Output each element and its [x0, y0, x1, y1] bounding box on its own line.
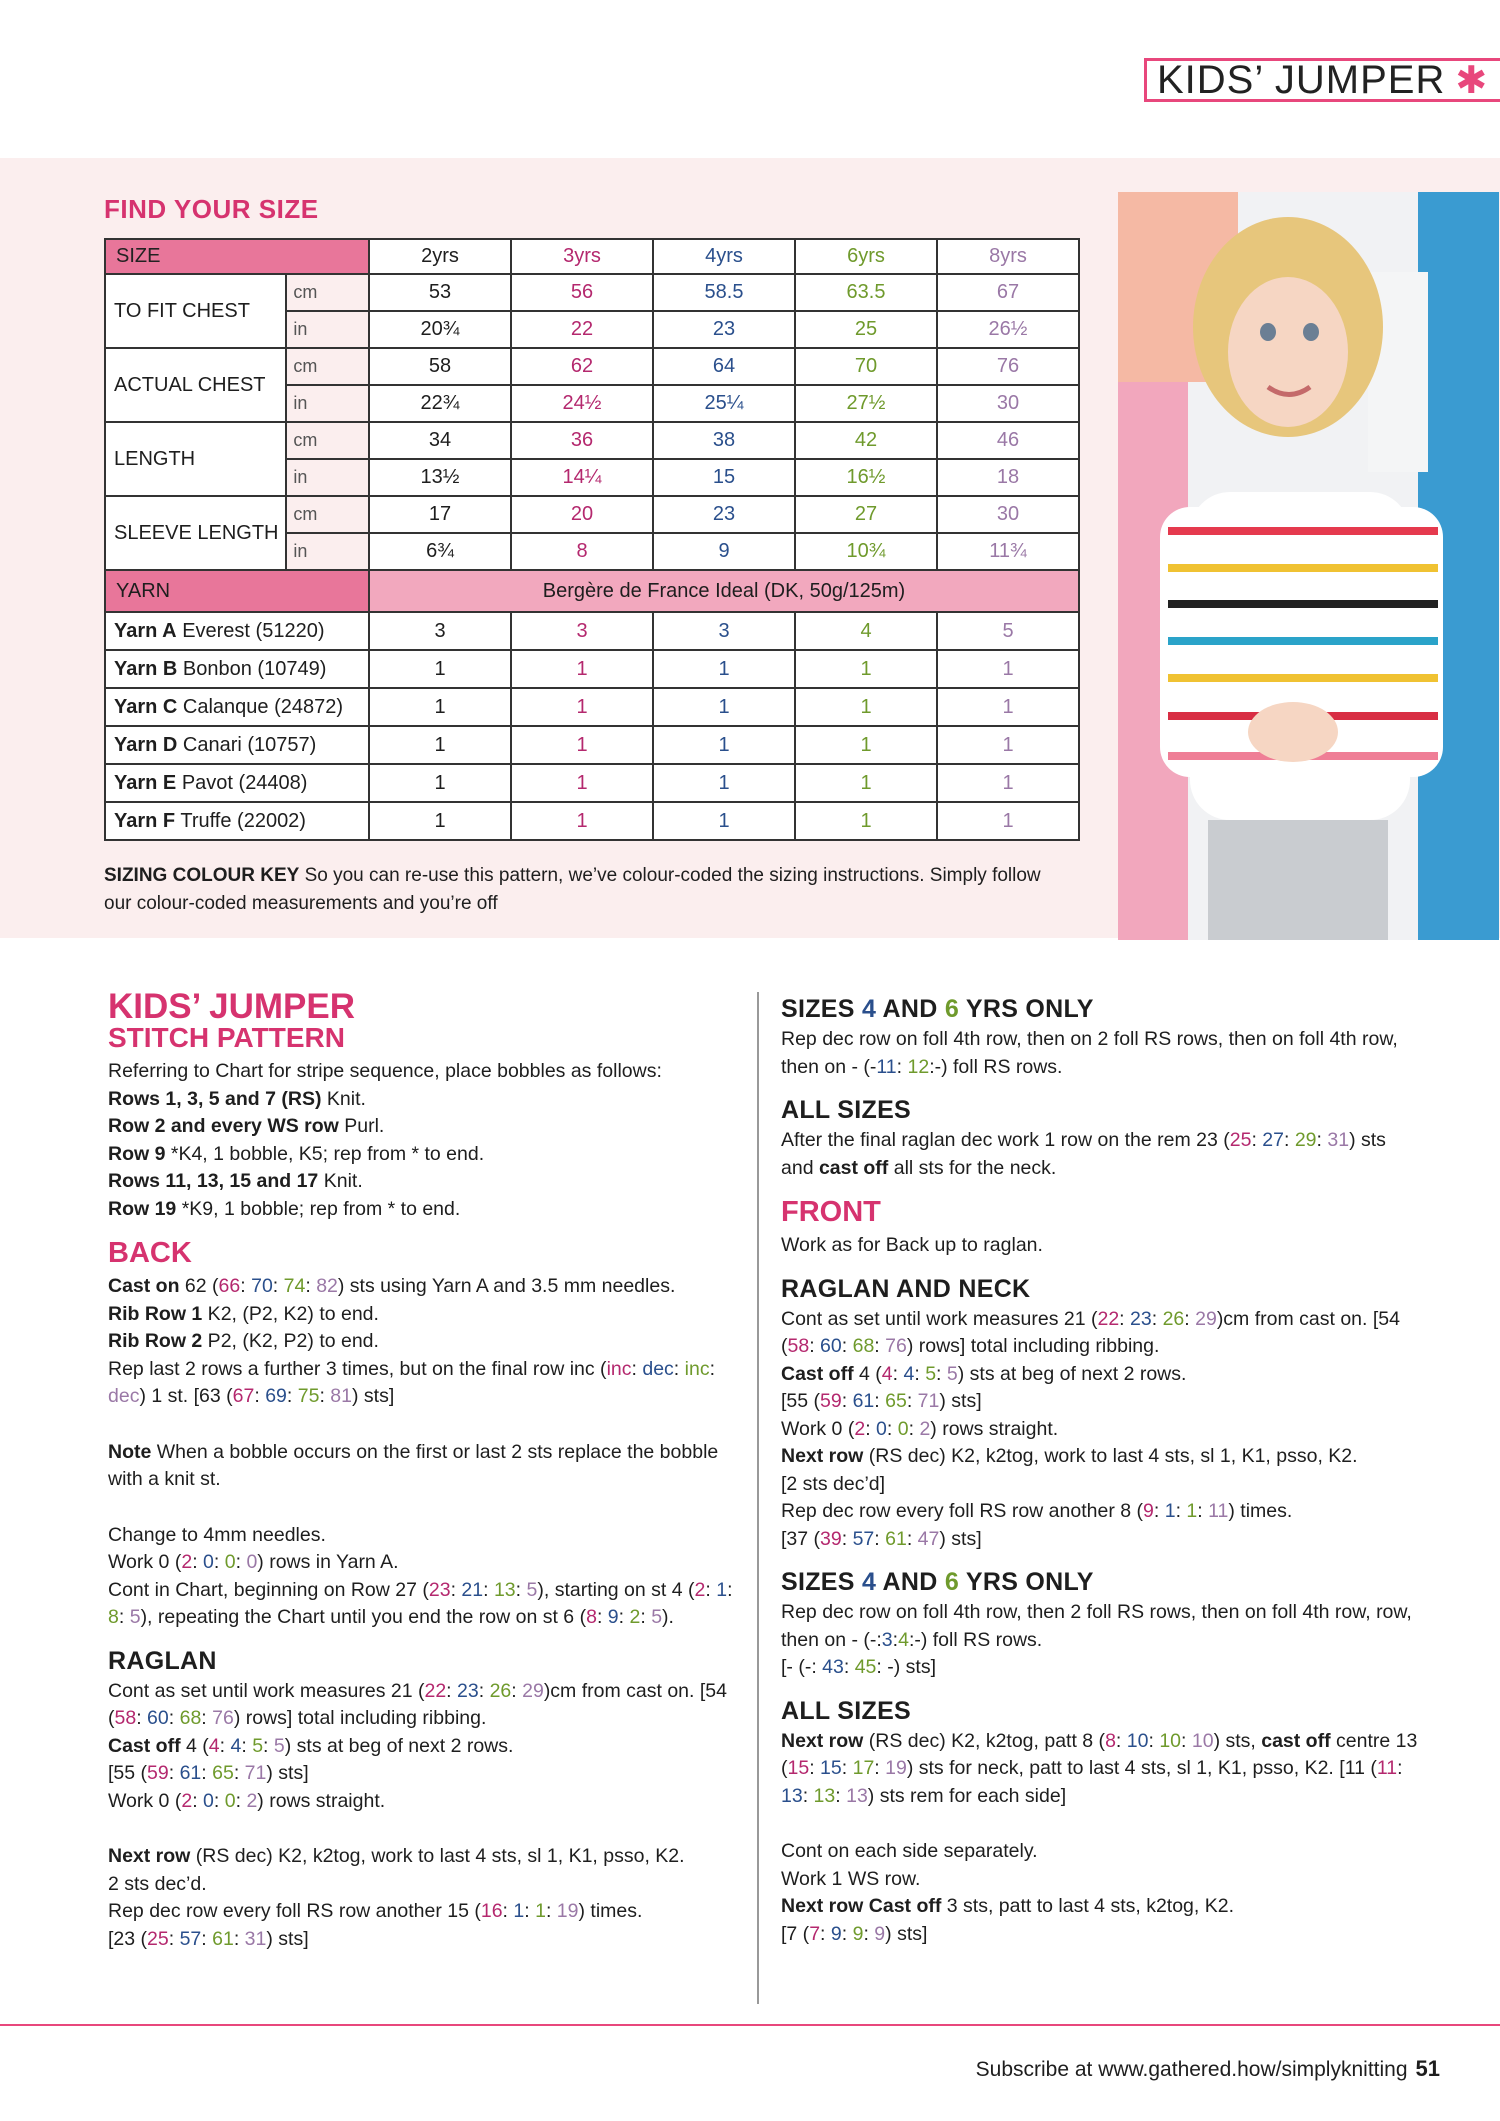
table-row	[105, 802, 1079, 840]
table-cell: 6¾	[369, 533, 511, 570]
table-cell: 1	[937, 688, 1079, 726]
table-row	[105, 612, 1079, 650]
yarn-label: YARN	[105, 570, 369, 612]
subscribe-text: Subscribe at www.gathered.how/simplyknitting	[975, 2058, 1408, 2081]
table-cell: 1	[795, 764, 937, 802]
yarn-name-cell	[105, 802, 369, 840]
table-cell: 13½	[369, 459, 511, 496]
table-cell: 1	[795, 802, 937, 840]
table-cell: 3	[511, 612, 653, 650]
yarn-name: Canari (10757)	[182, 733, 317, 756]
yarn-name-cell	[105, 764, 369, 802]
table-cell: 1	[369, 726, 511, 764]
size-col-3yrs: 3yrs	[511, 239, 653, 274]
yarn-header-row	[105, 570, 1079, 612]
table-cell: 58	[369, 348, 511, 385]
table-cell: 70	[795, 348, 937, 385]
yarn-name-cell	[105, 650, 369, 688]
sizing-key-label: SIZING COLOUR KEY	[104, 865, 300, 886]
table-cell: 1	[653, 650, 795, 688]
yarn-name-cell	[105, 688, 369, 726]
yarn-code: Yarn E	[114, 771, 177, 794]
table-cell: 22¾	[369, 385, 511, 422]
pattern-title: KIDS’ JUMPER	[108, 987, 355, 1026]
table-cell: 34	[369, 422, 511, 459]
table-cell: 1	[653, 764, 795, 802]
size-table	[104, 238, 1080, 841]
size-label: SIZE	[105, 239, 369, 274]
table-cell: 1	[511, 650, 653, 688]
table-cell: 20	[511, 496, 653, 533]
table-row	[105, 764, 1079, 802]
pattern-left-column: KIDS’ JUMPER STITCH PATTERN Referring to Chart for stripe sequence, place bobbles as follows: Rows 1, 3, 5 and 7 (RS) Knit. Row 2 and every WS row Purl. Row 9 *K4, 1 bobble, K5; rep from * to end. Rows 11, 13, 15 and 17 Knit. Row 19 *K9, 1 bobble; rep from * to end. BACK Cast on 62 (66: 70: 74: 82) sts using Yarn A and 3.5 mm needles. Rib Row 1 K2, (P2, K2) to end. Rib Row 2 P2, (K2, P2) to end. Rep last 2 rows a further 3 times, but on the final row inc (inc: dec: inc: dec) 1 st. [63 (67: 69: 75: 81) sts] Note When a bobble occurs on the first or last 2 sts replace the bobble with a knit st. Change to 4mm needles. Work 0 (2: 0: 0: 0) rows in Yarn A. Cont in Chart, beginning on Row 27 (23: 21: 13: 5), starting on st 4 (2: 1: 8: 5), repeating the Chart until you end the row on st 6 (8: 9: 2: 5). RAGLAN Cont as set until work measures 21 (22: 23: 26: 29)cm from cast on. [54 (58: 60: 68: 76) rows] total including ribbing. Cast off 4 (4: 4: 5: 5) sts at beg of next 2 rows. [55 (59: 61: 65: 71) sts] Work 0 (2: 0: 0: 2) rows straight. Next row (RS dec) K2, k2tog, work to last 4 sts, sl 1, K1, psso, K2. 2 sts dec’d. Rep dec row every foll RS row another 15 (16: 1: 1: 19) times. [23 (25: 57: 61: 31) sts]	[108, 990, 748, 1953]
table-cell: 24½	[511, 385, 653, 422]
table-cell: 22	[511, 311, 653, 348]
yarn-name-cell	[105, 612, 369, 650]
yarn-name: Truffe (22002)	[180, 809, 306, 832]
table-cell: 64	[653, 348, 795, 385]
page-header	[1144, 58, 1500, 102]
yarn-name: Pavot (24408)	[181, 771, 308, 794]
front-heading: FRONT	[781, 1196, 881, 1228]
table-cell: 3	[369, 612, 511, 650]
sizes-4-6-heading-2: SIZES 4 AND 6 YRS ONLY	[781, 1568, 1094, 1596]
yarn-name: Bonbon (10749)	[182, 657, 327, 680]
table-cell: 1	[653, 688, 795, 726]
yarn-code: Yarn A	[114, 619, 177, 642]
table-cell: 76	[937, 348, 1079, 385]
table-cell: 62	[511, 348, 653, 385]
table-cell: 1	[511, 688, 653, 726]
unit-in: in	[286, 533, 369, 570]
column-divider	[757, 992, 759, 2004]
stitch-pattern-heading: STITCH PATTERN	[108, 1022, 345, 1053]
table-cell: 46	[937, 422, 1079, 459]
table-cell: 20¾	[369, 311, 511, 348]
table-cell: 9	[653, 533, 795, 570]
page-number: 51	[1415, 2056, 1440, 2081]
table-cell: 11¾	[937, 533, 1079, 570]
table-cell: 1	[511, 764, 653, 802]
table-cell: 4	[795, 612, 937, 650]
yarn-code: Yarn F	[114, 809, 176, 832]
page-footer	[976, 2056, 1440, 2082]
table-cell: 14¼	[511, 459, 653, 496]
table-cell: 1	[369, 688, 511, 726]
table-cell: 5	[937, 612, 1079, 650]
table-cell: 1	[795, 650, 937, 688]
table-cell: 1	[511, 726, 653, 764]
table-cell: 67	[937, 274, 1079, 311]
table-cell: 1	[937, 802, 1079, 840]
table-cell: 26½	[937, 311, 1079, 348]
table-cell: 30	[937, 496, 1079, 533]
table-row	[105, 688, 1079, 726]
table-cell: 10¾	[795, 533, 937, 570]
child-in-jumper-illustration	[1118, 192, 1499, 940]
table-cell: 25	[795, 311, 937, 348]
asterisk-icon: ✱	[1455, 59, 1488, 102]
table-cell: 1	[369, 650, 511, 688]
size-col-6yrs: 6yrs	[795, 239, 937, 274]
yarn-description: Bergère de France Ideal (DK, 50g/125m)	[369, 570, 1079, 612]
yarn-name-cell	[105, 726, 369, 764]
table-cell: 36	[511, 422, 653, 459]
table-cell: 3	[653, 612, 795, 650]
measure-label: LENGTH	[105, 422, 286, 496]
table-row	[105, 726, 1079, 764]
table-cell: 1	[795, 726, 937, 764]
table-cell: 27½	[795, 385, 937, 422]
table-cell: 16½	[795, 459, 937, 496]
table-cell: 58.5	[653, 274, 795, 311]
measure-label: ACTUAL CHEST	[105, 348, 286, 422]
measure-label: SLEEVE LENGTH	[105, 496, 286, 570]
table-cell: 42	[795, 422, 937, 459]
table-cell: 30	[937, 385, 1079, 422]
size-header-row	[105, 239, 1079, 274]
sizing-key-text: So you can re-use this pattern, we’ve colour-coded the sizing instructions. Simply follow our colour-coded measurements and you’re off	[104, 865, 1041, 914]
size-col-4yrs: 4yrs	[653, 239, 795, 274]
table-cell: 1	[369, 764, 511, 802]
unit-cm: cm	[286, 274, 369, 311]
unit-cm: cm	[286, 422, 369, 459]
yarn-name: Everest (51220)	[182, 619, 325, 642]
table-cell: 15	[653, 459, 795, 496]
unit-cm: cm	[286, 348, 369, 385]
raglan-heading: RAGLAN	[108, 1646, 217, 1675]
table-cell: 1	[937, 726, 1079, 764]
unit-in: in	[286, 385, 369, 422]
table-cell: 17	[369, 496, 511, 533]
table-cell: 8	[511, 533, 653, 570]
table-cell: 27	[795, 496, 937, 533]
all-sizes-heading-2: ALL SIZES	[781, 1696, 912, 1725]
size-col-8yrs: 8yrs	[937, 239, 1079, 274]
measure-label: TO FIT CHEST	[105, 274, 286, 348]
table-cell: 1	[937, 764, 1079, 802]
table-cell: 1	[369, 802, 511, 840]
table-cell: 1	[653, 726, 795, 764]
sizes-4-6-heading: SIZES 4 AND 6 YRS ONLY	[781, 995, 1094, 1023]
table-cell: 23	[653, 311, 795, 348]
pattern-right-column: SIZES 4 AND 6 YRS ONLY Rep dec row on foll 4th row, then on 2 foll RS rows, then on foll 4th row, then on - (-11: 12:-) foll RS rows. ALL SIZES After the final raglan dec work 1 row on the rem 23 (25: 27: 29: 31) sts and cast off all sts for the neck. FRONT Work as for Back up to raglan. RAGLAN AND NECK Cont as set until work measures 21 (22: 23: 26: 29)cm from cast on. [54 (58: 60: 68: 76) rows] total including ribbing. Cast off 4 (4: 4: 5: 5) sts at beg of next 2 rows. [55 (59: 61: 65: 71) sts] Work 0 (2: 0: 0: 2) rows straight. Next row (RS dec) K2, k2tog, work to last 4 sts, sl 1, K1, psso, K2. [2 sts dec’d] Rep dec row every foll RS row another 8 (9: 1: 1: 11) times. [37 (39: 57: 61: 47) sts] SIZES 4 AND 6 YRS ONLY Rep dec row on foll 4th row, then 2 foll RS rows, then on foll 4th row, row, then on - (-:3:4:-) foll RS rows. [- (-: 43: 45: -) sts] ALL SIZES Next row (RS dec) K2, k2tog, patt 8 (8: 10: 10: 10) sts, cast off centre 13 (15: 15: 17: 19) sts for neck, patt to last 4 sts, sl 1, K1, psso, K2. [11 (11: 13: 13: 13) sts rem for each side] Cont on each side separately. Work 1 WS row. Next row Cast off 3 sts, patt to last 4 sts, k2tog, K2. [7 (7: 9: 9: 9) sts]	[781, 990, 1421, 1948]
child-photo	[1118, 192, 1499, 940]
find-your-size-heading: FIND YOUR SIZE	[104, 194, 319, 224]
table-cell: 1	[511, 802, 653, 840]
table-cell: 25¼	[653, 385, 795, 422]
table-cell: 53	[369, 274, 511, 311]
yarn-code: Yarn C	[114, 695, 178, 718]
table-cell: 38	[653, 422, 795, 459]
yarn-name: Calanque (24872)	[182, 695, 344, 718]
all-sizes-heading: ALL SIZES	[781, 1096, 912, 1124]
raglan-and-neck-heading: RAGLAN AND NECK	[781, 1274, 1031, 1303]
table-cell: 18	[937, 459, 1079, 496]
back-heading: BACK	[108, 1237, 192, 1269]
unit-in: in	[286, 311, 369, 348]
table-cell: 1	[937, 650, 1079, 688]
sizing-colour-key	[104, 862, 1064, 918]
yarn-code: Yarn B	[114, 657, 178, 680]
table-cell: 23	[653, 496, 795, 533]
yarn-code: Yarn D	[114, 733, 178, 756]
size-col-2yrs: 2yrs	[369, 239, 511, 274]
table-cell: 63.5	[795, 274, 937, 311]
table-row	[105, 650, 1079, 688]
header-title: KIDS’ JUMPER	[1157, 57, 1446, 102]
unit-cm: cm	[286, 496, 369, 533]
table-cell: 1	[653, 802, 795, 840]
table-cell: 56	[511, 274, 653, 311]
unit-in: in	[286, 459, 369, 496]
table-cell: 1	[795, 688, 937, 726]
footer-rule	[0, 2024, 1500, 2026]
